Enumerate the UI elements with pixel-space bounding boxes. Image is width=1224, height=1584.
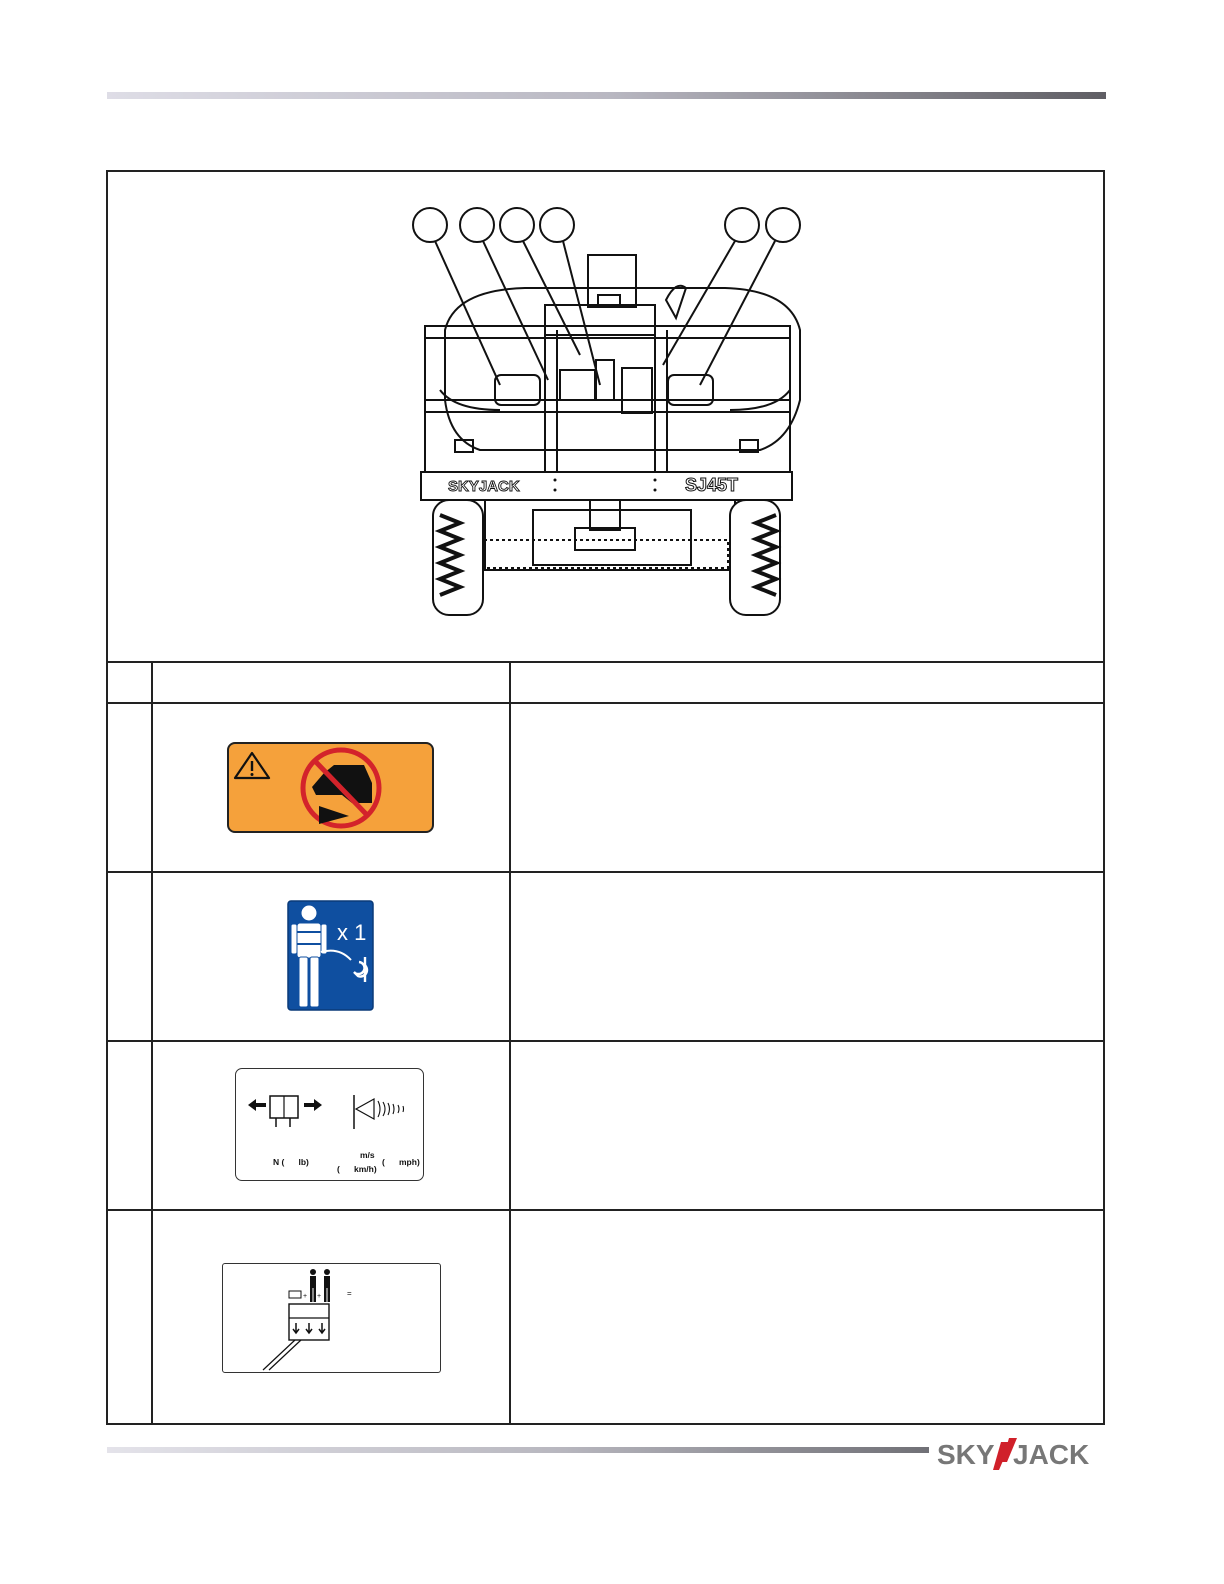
svg-text:x 1: x 1 (337, 920, 367, 945)
row-2-description (511, 873, 1103, 1039)
manual-force-icon (246, 1091, 324, 1131)
wind-speed-mph-label: ( mph) (382, 1157, 420, 1167)
callout-2 (460, 208, 494, 242)
no-step-warning-decal (227, 742, 434, 833)
svg-text:+: + (317, 1293, 322, 1300)
machine-rear-view-figure (300, 195, 920, 630)
callout-5 (725, 208, 759, 242)
row-1-description (511, 704, 1103, 870)
column-divider-no (151, 661, 153, 1425)
row-3-description (511, 1042, 1103, 1208)
row-3-number (108, 1042, 150, 1208)
callout-3 (500, 208, 534, 242)
platform-capacity-icon (259, 1266, 339, 1372)
callout-6 (766, 208, 800, 242)
max-platform-capacity-decal (222, 1263, 441, 1373)
table-header-decal (153, 663, 508, 701)
row-4-number (108, 1211, 150, 1423)
row-4-description (511, 1211, 1103, 1423)
svg-text:+: + (303, 1293, 308, 1300)
callout-1 (413, 208, 447, 242)
machine-model-text: SJ45T (685, 475, 739, 495)
row-2-number (108, 873, 150, 1039)
wind-speed-si-label: m/s (360, 1150, 375, 1160)
machine-brand-text: SKYJACK (448, 478, 520, 495)
one-person-harness-decal (287, 900, 374, 1011)
force-label: N ( lb) (273, 1157, 309, 1167)
table-header-no (108, 663, 150, 701)
header-rule (107, 92, 1106, 99)
wind-speed-icon (348, 1091, 410, 1131)
capacity-equals: = (347, 1289, 352, 1298)
wind-speed-kmh-label: ( km/h) (337, 1164, 377, 1174)
manual-force-wind-speed-decal (235, 1068, 424, 1181)
footer-rule (107, 1447, 929, 1453)
table-header-description (511, 663, 1103, 701)
svg-text:SKY: SKY (937, 1439, 995, 1470)
svg-text:JACK: JACK (1013, 1439, 1090, 1470)
row-1-number (108, 704, 150, 870)
callout-4 (540, 208, 574, 242)
skyjack-logo (935, 1432, 1110, 1472)
